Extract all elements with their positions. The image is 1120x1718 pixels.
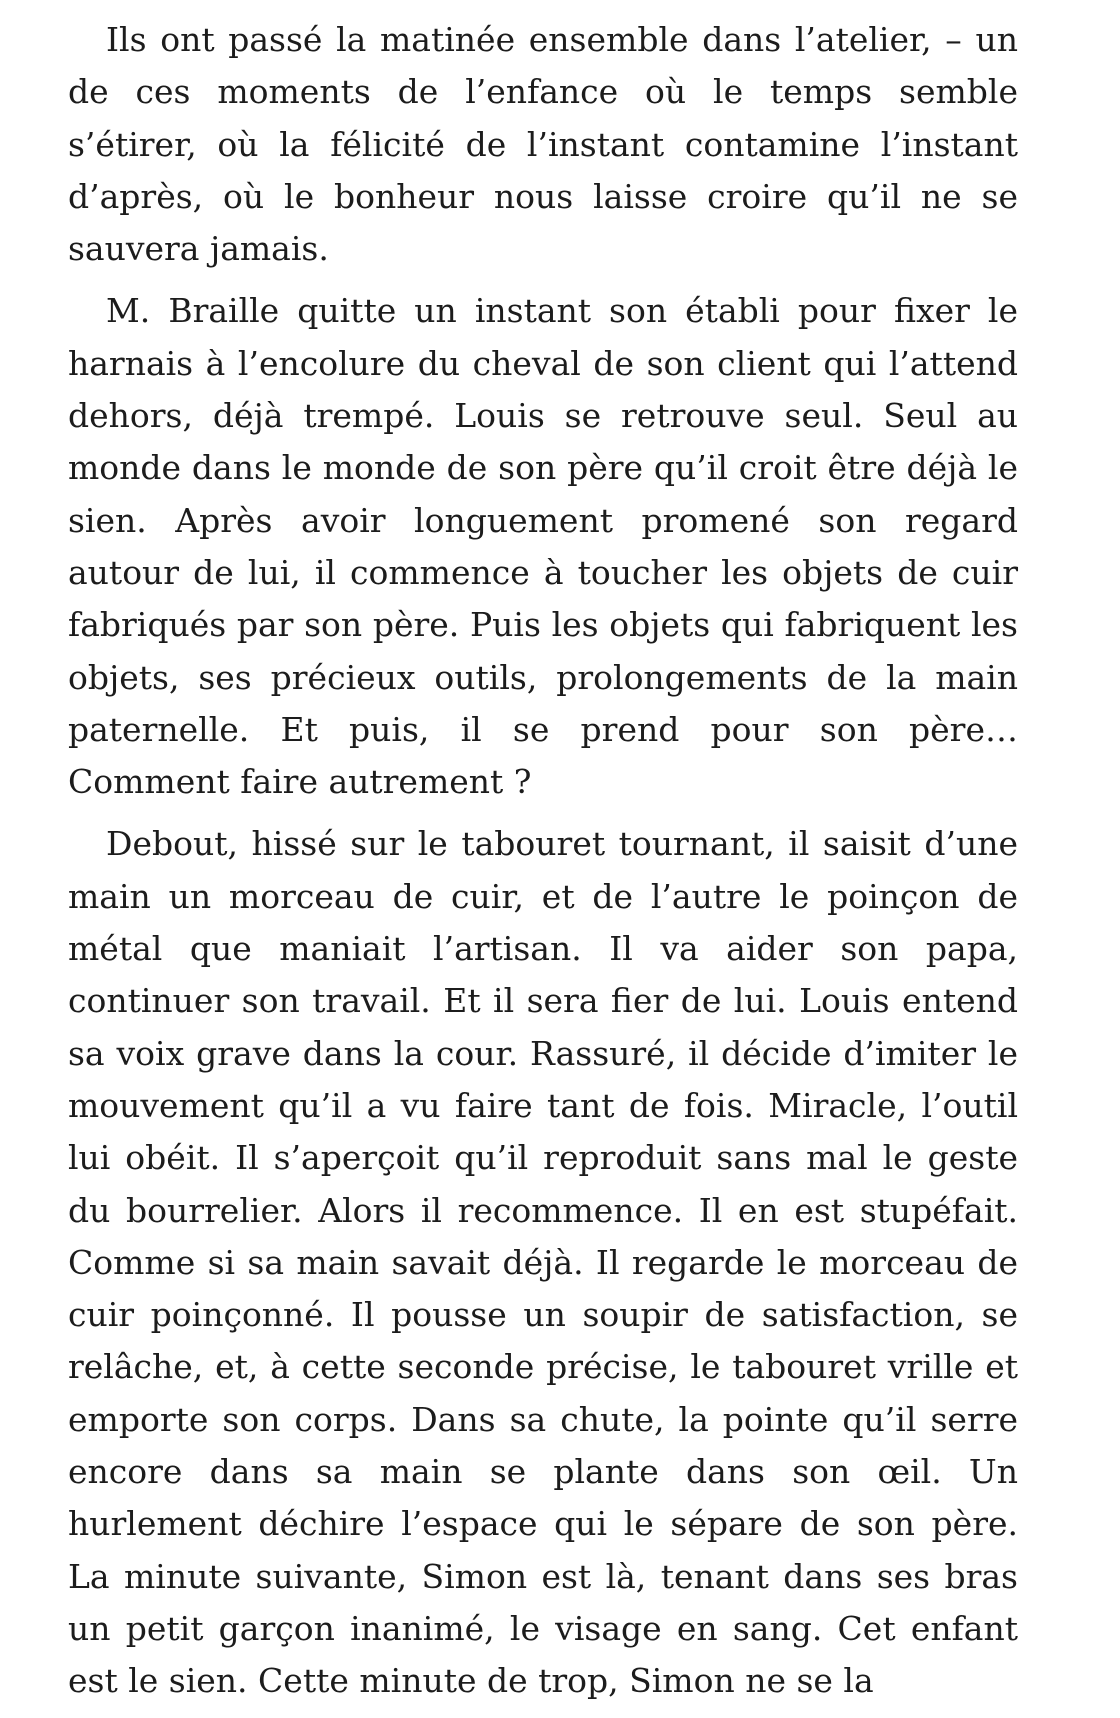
paragraph-2: M. Braille quitte un instant son établi pour fixer le harnais à l’encolure du cheval de son client qui l’attend dehors, déjà trempé. Louis se retrouve seul. Seul au monde dans le monde de son père qu’il croit être déjà le sien. Après avoir longuement promené son regard autour de lui, il commence à toucher les objets de cuir fabriqués par son père. Puis les objets qui fabriquent les objets, ses précieux outils, prolongements de la main paternelle. Et puis, il se prend pour son père… Comment faire autrement ? xyxy=(68,291,1018,802)
paragraph-3: Debout, hissé sur le tabouret tournant, il saisit d’une main un morceau de cuir, et de l’autre le poinçon de métal que maniait l’artisan. Il va aider son papa, continuer son travail. Et il sera fier de lui. Louis entend sa voix grave dans la cour. Rassuré, il décide d’imiter le mouvement qu’il a vu faire tant de fois. Miracle, l’outil lui obéit. Il s’aperçoit qu’il reproduit sans mal le geste du bourrelier. Alors il recommence. Il en est stupéfait. Comme si sa main savait déjà. Il regarde le morceau de cuir poinçonné. Il pousse un soupir de satisfaction, se relâche, et, à cette seconde précise, le tabouret vrille et emporte son corps. Dans sa chute, la pointe qu’il serre encore dans sa main se plante dans son œil. Un hurlement déchire l’espace qui le sépare de son père. La minute suivante, Simon est là, tenant dans ses bras un petit garçon inanimé, le visage en sang. Cet enfant est le sien. Cette minute de trop, Simon ne se la xyxy=(68,824,1018,1701)
paragraph-1: Ils ont passé la matinée ensemble dans l’atelier, – un de ces moments de l’enfance où le temps semble s’étirer, où la félicité de l’instant contamine l’instant d’après, où le bonheur nous laisse croire qu’il ne se sauvera jamais. xyxy=(68,20,1018,269)
book-page xyxy=(68,14,1018,1718)
